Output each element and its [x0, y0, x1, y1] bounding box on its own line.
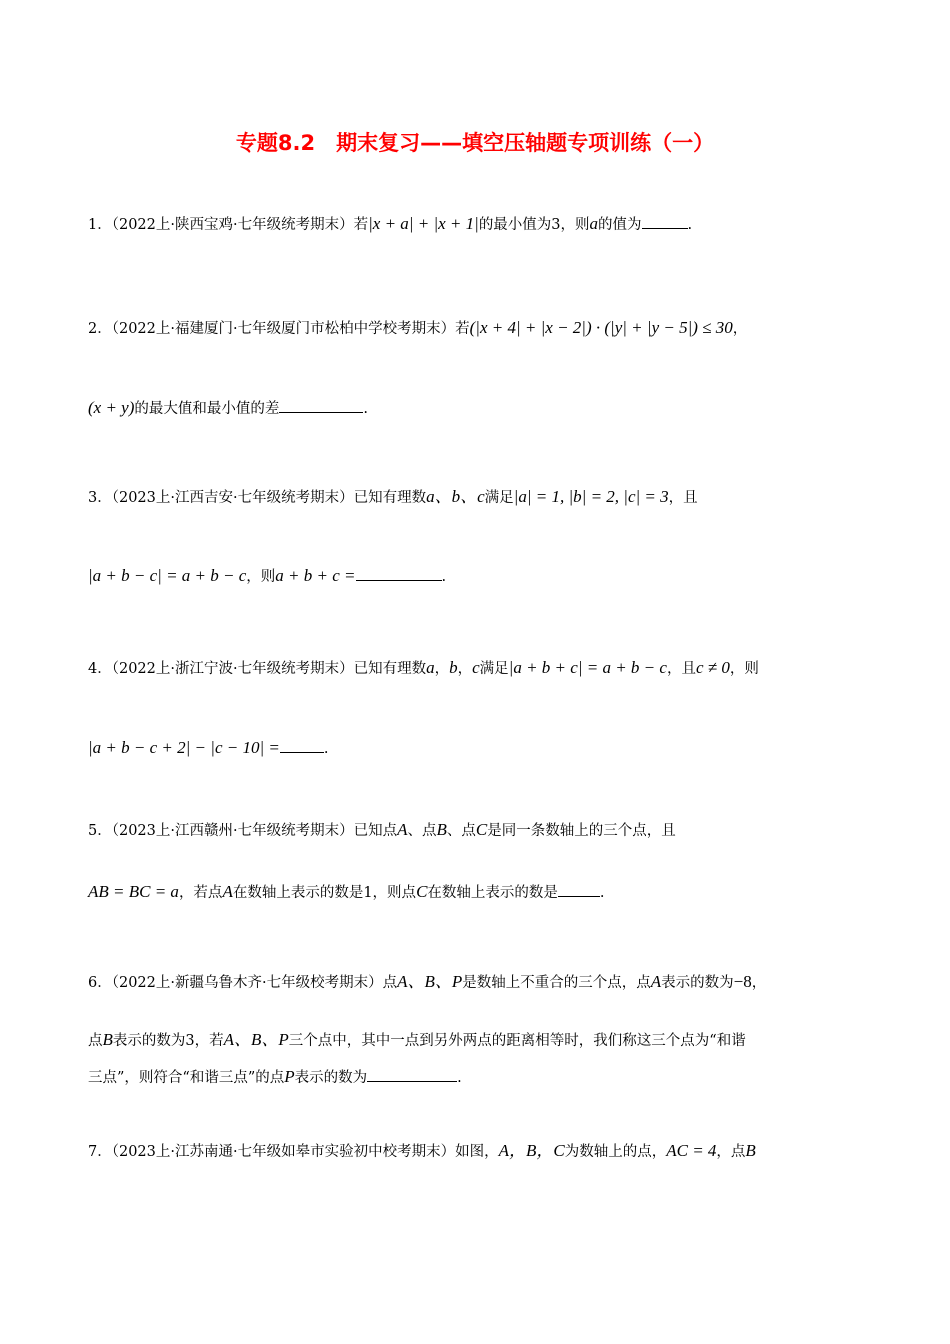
- question-text: 表示的数为: [294, 1070, 368, 1086]
- question-source: （2023上·江西吉安·七年级统考期末）: [111, 490, 354, 506]
- math-variable: P: [284, 1067, 295, 1086]
- math-expression: |x + a| + |x + 1|: [368, 214, 479, 233]
- question-1: [88, 214, 692, 235]
- question-text: 在数轴上表示的数是: [427, 885, 558, 901]
- math-variable: a: [589, 214, 599, 233]
- question-source: （2023上·江苏南通·七年级如皋市实验初中校考期末）: [111, 1144, 456, 1160]
- answer-blank[interactable]: [367, 1067, 457, 1082]
- math-variable: C: [416, 882, 428, 901]
- question-text: 的最小值为3，则: [478, 217, 590, 233]
- answer-blank[interactable]: [356, 566, 442, 581]
- question-number: 5．: [88, 823, 112, 839]
- question-text: 、点: [407, 823, 437, 839]
- answer-blank[interactable]: [280, 738, 324, 753]
- question-text: .: [687, 217, 693, 233]
- question-3: [88, 487, 698, 508]
- answer-blank[interactable]: [642, 214, 688, 229]
- math-variable: A: [397, 820, 408, 839]
- question-text: 点: [382, 975, 398, 991]
- question-text: ，且: [668, 490, 698, 506]
- answer-blank[interactable]: [558, 882, 600, 897]
- question-6-cont: [88, 1030, 746, 1051]
- question-source: （2022上·新疆乌鲁木齐·七年级校考期末）: [111, 975, 383, 991]
- question-text: 若: [353, 217, 369, 233]
- question-text: ，点: [716, 1144, 746, 1160]
- question-source: （2022上·浙江宁波·七年级统考期末）: [111, 661, 354, 677]
- question-text: 满足: [479, 661, 509, 677]
- math-variable: A: [650, 972, 662, 991]
- question-7: [88, 1141, 756, 1162]
- question-6: [88, 972, 766, 993]
- math-value: −8: [733, 972, 752, 991]
- math-expression: |a + b − c| = a + b − c: [88, 566, 247, 585]
- question-5: [88, 820, 676, 841]
- math-expression: c ≠ 0: [695, 658, 730, 677]
- math-expression: a + b + c =: [275, 566, 356, 585]
- question-number: 2．: [88, 321, 112, 337]
- answer-blank[interactable]: [279, 398, 363, 413]
- question-text: 在数轴上表示的数是1，则点: [232, 885, 417, 901]
- question-source: （2022上·福建厦门·七年级厦门市松柏中学校考期末）: [111, 321, 456, 337]
- question-4: [88, 658, 759, 679]
- question-text: ，: [751, 975, 767, 991]
- question-text: ，: [434, 661, 450, 677]
- question-text: .: [441, 569, 447, 585]
- question-text: 是数轴上不重合的三个点，点: [462, 975, 651, 991]
- math-variable: a: [426, 658, 435, 677]
- question-number: 7．: [88, 1144, 112, 1160]
- math-variable: c: [472, 658, 480, 677]
- question-text: 、点: [446, 823, 476, 839]
- question-6-cont-2: [88, 1067, 462, 1088]
- question-text: ，: [457, 661, 473, 677]
- math-expression: AB = BC = a: [88, 882, 179, 901]
- question-text: 的最大值和最小值的差: [134, 401, 280, 417]
- question-text: 三个点中，其中一点到另外两点的距离相等时，我们称这三个点为“和谐: [288, 1033, 746, 1049]
- question-text: ，若点: [178, 885, 223, 901]
- math-variable: B: [102, 1030, 113, 1049]
- math-variable: B: [745, 1141, 756, 1160]
- question-text: 是同一条数轴上的三个点，且: [487, 823, 676, 839]
- question-number: 1．: [88, 217, 112, 233]
- question-text: ，则: [246, 569, 276, 585]
- question-text: .: [599, 885, 605, 901]
- question-3-cont: [88, 566, 446, 587]
- math-variable: C: [475, 820, 488, 839]
- question-source: （2022上·陕西宝鸡·七年级统考期末）: [111, 217, 354, 233]
- math-expression: (x + y): [88, 398, 135, 417]
- math-expression: |a + b − c + 2| − |c − 10| =: [88, 738, 280, 757]
- question-text: 三点”，则符合“和谐三点”的点: [88, 1070, 285, 1086]
- question-text: 如图，: [455, 1144, 499, 1160]
- question-text: ，且: [666, 661, 696, 677]
- math-variable: a、b、c: [426, 487, 485, 506]
- math-variable: A: [222, 882, 233, 901]
- question-text: 已知有理数: [353, 490, 427, 506]
- question-text: 已知点: [353, 823, 398, 839]
- question-number: 6．: [88, 975, 112, 991]
- question-source: （2023上·江西赣州·七年级统考期末）: [111, 823, 354, 839]
- question-text: 的值为: [598, 217, 642, 233]
- question-text: 为数轴上的点，: [564, 1144, 667, 1160]
- question-4-cont: [88, 738, 328, 759]
- math-variable: b: [449, 658, 458, 677]
- math-variable: B: [436, 820, 447, 839]
- math-expression: |a| = 1, |b| = 2, |c| = 3: [513, 487, 669, 506]
- question-text: 满足: [484, 490, 514, 506]
- question-number: 4．: [88, 661, 112, 677]
- math-variable: A，B，C: [498, 1141, 565, 1160]
- math-variable: A、B、P: [397, 972, 463, 991]
- question-text: 点: [88, 1033, 103, 1049]
- question-number: 3．: [88, 490, 112, 506]
- page-title: 专题8.2 期末复习——填空压轴题专项训练（一）: [235, 131, 715, 155]
- math-expression: AC = 4: [666, 1141, 717, 1160]
- question-text: 表示的数为: [661, 975, 734, 991]
- question-text: .: [363, 401, 368, 417]
- question-text: .: [457, 1070, 462, 1086]
- question-text: .: [323, 741, 329, 757]
- question-2: [88, 318, 747, 339]
- question-text: 表示的数为3，若: [112, 1033, 224, 1049]
- question-text: ，: [732, 321, 748, 337]
- question-5-cont: [88, 882, 605, 903]
- question-2-cont: [88, 398, 368, 419]
- math-expression: |a + b + c| = a + b − c: [508, 658, 667, 677]
- math-variable: A、B、P: [223, 1030, 289, 1049]
- math-expression: (|x + 4| + |x − 2|) · (|y| + |y − 5|) ≤ 30: [469, 318, 733, 337]
- question-text: 已知有理数: [353, 661, 427, 677]
- question-text: ，则: [729, 661, 759, 677]
- question-text: 若: [455, 321, 470, 337]
